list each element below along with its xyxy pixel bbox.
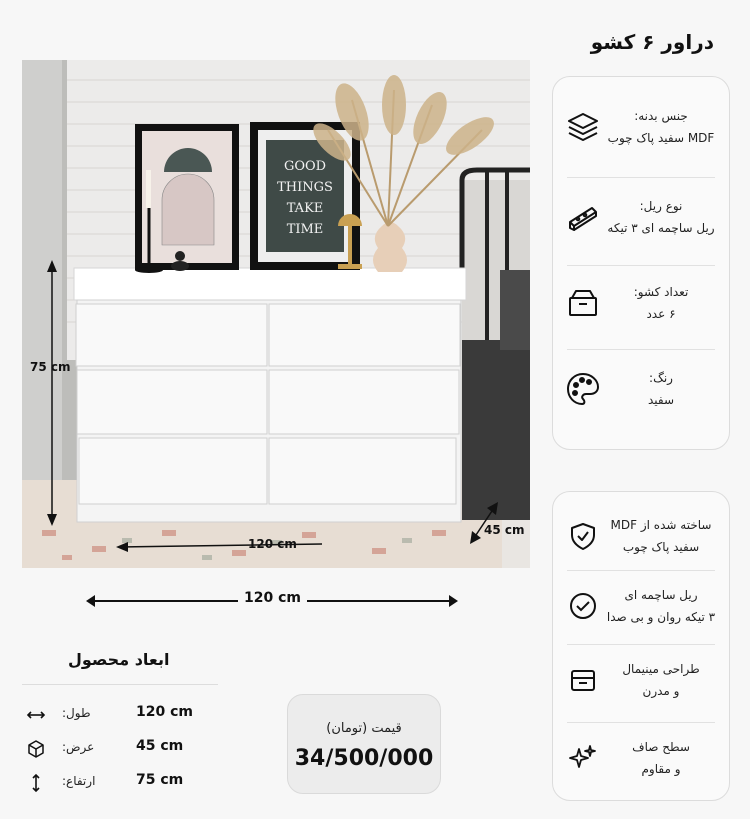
- dimension-label: طول:: [62, 706, 91, 720]
- dimension-value: 120 cm: [136, 704, 193, 720]
- check-circle-icon: [563, 586, 603, 626]
- frame-text-line-3: TAKE: [286, 201, 324, 216]
- dimension-value: 45 cm: [136, 738, 184, 754]
- horizontal-arrows-icon: [24, 704, 48, 726]
- feature-line-2: و مقاوم: [641, 762, 681, 776]
- dimension-width-label: 120 cm: [248, 537, 297, 551]
- dimensions-title: ابعاد محصول: [68, 650, 170, 669]
- spec-value: ۶ عدد: [646, 307, 676, 321]
- spec-body-material: [553, 105, 729, 149]
- dimension-label: عرض:: [62, 740, 95, 754]
- spec-value: ریل ساچمه ای ۳ تیکه: [607, 221, 715, 235]
- specs-card: [552, 76, 730, 450]
- price-box: [287, 694, 441, 794]
- feature-line-2: ۳ تیکه روان و بی صدا: [606, 610, 716, 624]
- feature-line-1: ساخته شده از MDF: [610, 518, 712, 532]
- dimension-row-length: [22, 702, 222, 728]
- frame-text-line-1: GOOD: [283, 159, 327, 174]
- feature-design: [553, 658, 729, 702]
- cube-icon: [24, 738, 48, 760]
- frame-text-line-4: TIME: [286, 222, 324, 237]
- spec-label: جنس بدنه:: [634, 109, 688, 123]
- spec-value: MDF سفید پاک چوب: [607, 131, 715, 145]
- width-measure-label: 120 cm: [238, 590, 307, 606]
- spec-label: رنگ:: [649, 371, 673, 385]
- feature-rail: [553, 584, 729, 628]
- spec-label: نوع ریل:: [639, 199, 683, 213]
- feature-material: [553, 514, 729, 558]
- page-title: دراور ۶ کشو: [590, 30, 714, 54]
- rail-icon: [563, 197, 603, 237]
- dimension-row-height: [22, 770, 222, 796]
- features-card: [552, 491, 730, 801]
- spec-label: تعداد کشو:: [633, 285, 689, 299]
- dimension-depth-label: 45 cm: [484, 523, 525, 537]
- drawer-icon: [563, 660, 603, 700]
- shield-check-icon: [563, 516, 603, 556]
- feature-line-1: طراحی مینیمال: [622, 662, 700, 676]
- feature-surface: [553, 736, 729, 780]
- product-photo: [22, 60, 530, 568]
- width-measure: [88, 590, 456, 612]
- spec-rail-type: [553, 195, 729, 239]
- feature-line-2: و مدرن: [642, 684, 680, 698]
- drawer-box-icon: [563, 283, 603, 323]
- dimension-height-label: 75 cm: [30, 360, 71, 374]
- feature-line-2: سفید پاک چوب: [622, 540, 700, 554]
- spec-color: [553, 367, 729, 411]
- feature-line-1: سطح صاف: [632, 740, 690, 754]
- dimension-label: ارتفاع:: [62, 774, 96, 788]
- palette-icon: [563, 369, 603, 409]
- price-value: 34/500/000: [294, 746, 434, 771]
- frame-text-line-2: THINGS: [277, 180, 333, 195]
- spec-value: سفید: [647, 393, 675, 407]
- vertical-arrows-icon: [24, 772, 48, 794]
- layers-icon: [563, 107, 603, 147]
- sparkles-icon: [563, 738, 603, 778]
- price-label: قیمت (تومان): [326, 721, 402, 736]
- feature-line-1: ریل ساچمه ای: [624, 588, 698, 602]
- dimension-row-width: [22, 736, 222, 762]
- spec-drawer-count: [553, 281, 729, 325]
- dimension-value: 75 cm: [136, 772, 184, 788]
